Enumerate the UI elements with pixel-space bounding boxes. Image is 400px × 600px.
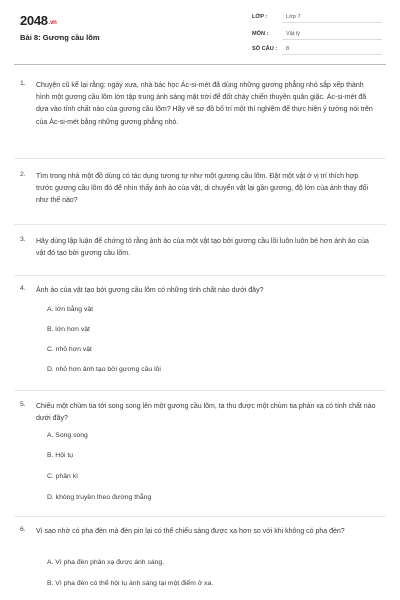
- meta-label: LỚP :: [252, 14, 268, 20]
- question-text: Chuyện cũ kể lại rằng: ngày xưa, nhà bác học Ác-si-mét đã dùng những gương phẳng nhỏ sắp xếp thành hình một gương cầu lõm lớn tập trung ánh sáng mặt trời để đốt cháy chiến thuyền quân giặc. Ác-si-mét đã dựa vào tính chất nào của gương cầu lõm? Hãy vẽ sơ đồ bố trí một thí nghiệm để thực hiện ý tưởng nói trên của Ác-si-mét bằng những gương phẳng nhỏ.: [36, 82, 373, 126]
- question-text: Chiếu một chùm tia tới song song lên một gương cầu lõm, ta thu được một chùm tia phản xạ có tính chất nào dưới đây?: [36, 403, 376, 423]
- option-a[interactable]: A. lớn bằng vật: [47, 306, 94, 313]
- option-a[interactable]: A. Song song: [47, 432, 88, 439]
- option-c[interactable]: C. nhỏ hơn vật: [47, 346, 92, 353]
- question-divider: [14, 224, 386, 225]
- option-a[interactable]: A. Vì pha đèn phản xạ được ánh sáng.: [47, 559, 165, 566]
- meta-underline: [282, 39, 382, 40]
- meta-value: 8: [286, 46, 290, 52]
- question-number: 6.: [20, 526, 26, 533]
- header-divider: [14, 64, 386, 65]
- option-b[interactable]: B. lớn hơn vật: [47, 326, 90, 333]
- meta-underline: [282, 22, 382, 23]
- option-d[interactable]: D. không truyền theo đường thẳng: [47, 494, 152, 501]
- question-text: Ảnh ảo của vật tạo bởi gương cầu lõm có những tính chất nào dưới đây?: [36, 287, 264, 294]
- question-divider: [14, 516, 386, 517]
- question-number: 5.: [20, 401, 26, 408]
- meta-underline: [282, 54, 382, 55]
- option-d[interactable]: D. nhỏ hơn ảnh tạo bởi gương cầu lồi: [47, 366, 161, 373]
- meta-value: Lớp 7: [286, 14, 301, 20]
- question-divider: [14, 275, 386, 276]
- question-number: 4.: [20, 285, 26, 292]
- question-divider: [14, 158, 386, 159]
- option-b[interactable]: B. Hội tụ: [47, 452, 74, 459]
- lesson-title: Bài 8: Gương cầu lõm: [20, 33, 100, 42]
- question-text: Vì sao nhờ có pha đèn mà đèn pin lại có thể chiếu sáng được xa hơn so với khi không có pha đèn?: [36, 528, 345, 535]
- question-number: 3.: [20, 236, 26, 243]
- brand-logo[interactable]: 2048.vn: [20, 13, 57, 28]
- question-number: 1.: [20, 80, 26, 87]
- question-text: Tìm trong nhà một đồ dùng có tác dụng tương tự như một gương cầu lõm. Đặt một vật ở vị trí thích hợp trước gương cầu lõm đó để nhìn thấy ảnh ảo của vật, di chuyển vật lại gần gương, độ lớn của ảnh thay đổi như thế nào?: [36, 173, 369, 205]
- question-divider: [14, 390, 386, 391]
- meta-label: SỐ CÂU :: [252, 46, 278, 52]
- worksheet-header: [0, 0, 400, 66]
- option-b[interactable]: B. Vì pha đèn có thể hội tụ ánh sáng tại một điểm ở xa.: [47, 580, 214, 587]
- meta-label: MÔN :: [252, 31, 269, 37]
- question-text: Hãy dùng lập luận để chứng tỏ rằng ảnh ảo của một vật tạo bởi gương cầu lồi luôn luôn bé hơn ảnh ảo của vật đó tạo bởi gương cầu lõm.: [36, 238, 369, 258]
- option-c[interactable]: C. phân kì: [47, 473, 78, 480]
- question-number: 2.: [20, 171, 26, 178]
- meta-value: Vật lý: [286, 31, 300, 37]
